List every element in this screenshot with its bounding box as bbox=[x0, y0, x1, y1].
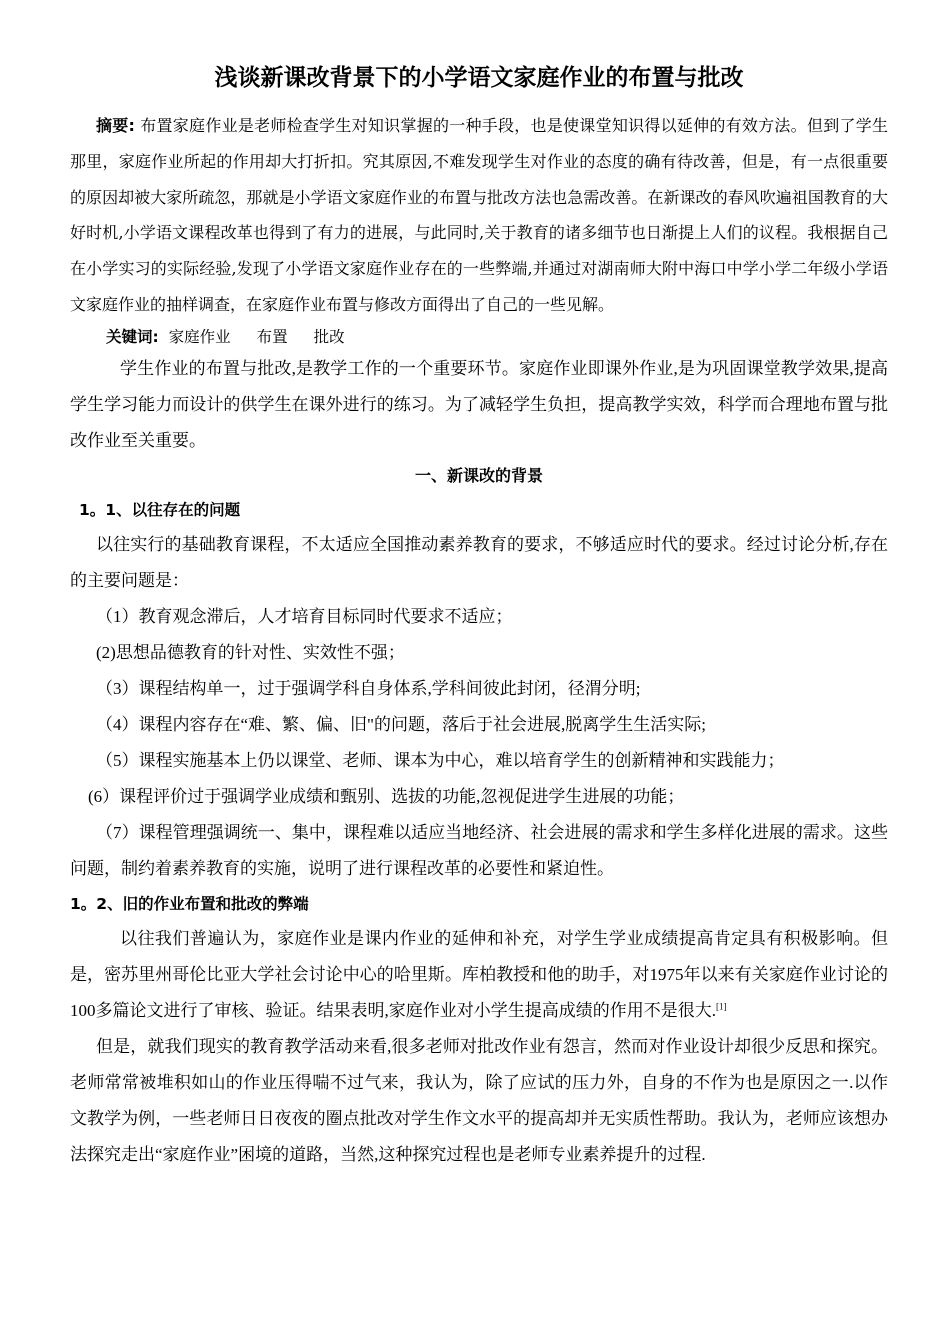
keywords-label: 关键词: bbox=[106, 327, 159, 346]
problem-list-item: （1）教育观念滞后，人才培育目标同时代要求不适应； bbox=[96, 606, 513, 626]
body-paragraph bbox=[70, 921, 888, 1029]
subsection-intro: 以往实行的基础教育课程，不太适应全国推动素养教育的要求，不够适应时代的要求。经过讨论分析,存在的主要问题是： bbox=[70, 534, 888, 590]
problem-list-item: （3）课程结构单一，过于强调学科自身体系,学科间彼此封闭，径渭分明; bbox=[96, 678, 641, 698]
body-paragraph: 但是，就我们现实的教育教学活动来看,很多老师对批改作业有怨言，然而对作业设计却很少反思和探究。老师常常被堆积如山的作业压得喘不过气来，我认为，除了应试的压力外，自身的不作为也是原因之一.以作文教学为例，一些老师日日夜夜的圈点批改对学生作文水平的提高却并无实质性帮助。我认为，老师应该想办法探究走出“家庭作业”困境的道路，当然,这种探究过程也是老师专业素养提升的过程. bbox=[70, 1036, 888, 1164]
document-page bbox=[70, 62, 888, 1173]
keyword: 布置 bbox=[256, 327, 288, 346]
keywords-line bbox=[106, 323, 888, 351]
keyword: 家庭作业 bbox=[168, 327, 231, 346]
abstract-label: 摘要: bbox=[96, 116, 135, 135]
subsection-heading: 1。2、旧的作业布置和批改的弊端 bbox=[70, 894, 309, 913]
abstract-text: 布置家庭作业是老师检查学生对知识掌握的一种手段，也是使课堂知识得以延伸的有效方法。但到了学生那里，家庭作业所起的作用却大打折扣。究其原因,不难发现学生对作业的态度的确有待改善，但是，有一点很重要的原因却被大家所疏忽，那就是小学语文家庭作业的布置与批改方法也急需改善。在新课改的春风吹遍祖国教育的大好时机,小学语文课程改革也得到了有力的进展，与此同时,关于教育的诸多细节也日渐提上人们的议程。我根据自己在小学实习的实际经验,发现了小学语文家庭作业存在的一些弊端,并通过对湖南师大附中海口中学小学二年级小学语文家庭作业的抽样调查，在家庭作业布置与修改方面得出了自己的一些见解。 bbox=[70, 116, 888, 314]
citation-ref[interactable]: [1] bbox=[716, 1001, 727, 1012]
problem-list-item: （5）课程实施基本上仍以课堂、老师、课本为中心，难以培育学生的创新精神和实践能力； bbox=[96, 750, 785, 770]
section-heading: 一、新课改的背景 bbox=[414, 465, 543, 485]
problem-list-item: （7）课程管理强调统一、集中，课程难以适应当地经济、社会进展的需求和学生多样化进展的需求。这些问题，制约着素养教育的实施，说明了进行课程改革的必要性和紧迫性。 bbox=[70, 822, 888, 878]
problem-list-item: （4）课程内容存在“难、繁、偏、旧"的问题，落后于社会进展,脱离学生生活实际; bbox=[96, 714, 706, 734]
document-title: 浅谈新课改背景下的小学语文家庭作业的布置与批改 bbox=[214, 65, 744, 91]
keyword: 批改 bbox=[313, 327, 345, 346]
intro-paragraph: 学生作业的布置与批改,是教学工作的一个重要环节。家庭作业即课外作业,是为巩固课堂教学效果,提高学生学习能力而设计的供学生在课外进行的练习。为了减轻学生负担，提高教学实效，科学而合理地布置与批改作业至关重要。 bbox=[70, 358, 888, 450]
problem-list-item: (6）课程评价过于强调学业成绩和甄别、选拔的功能,忽视促进学生进展的功能； bbox=[88, 786, 685, 806]
abstract-paragraph bbox=[70, 108, 888, 323]
subsection-heading: 1。1、以往存在的问题 bbox=[79, 500, 241, 519]
problem-list-item: (2)思想品德教育的针对性、实效性不强； bbox=[96, 642, 405, 662]
paragraph-text: 以往我们普遍认为，家庭作业是课内作业的延伸和补充，对学生学业成绩提高肯定具有积极影响。但是，密苏里州哥伦比亚大学社会讨论中心的哈里斯。库柏教授和他的助手，对1975年以来有关家庭作业讨论的100多篇论文进行了审核、验证。结果表明,家庭作业对小学生提高成绩的作用不是很大. bbox=[70, 928, 888, 1020]
